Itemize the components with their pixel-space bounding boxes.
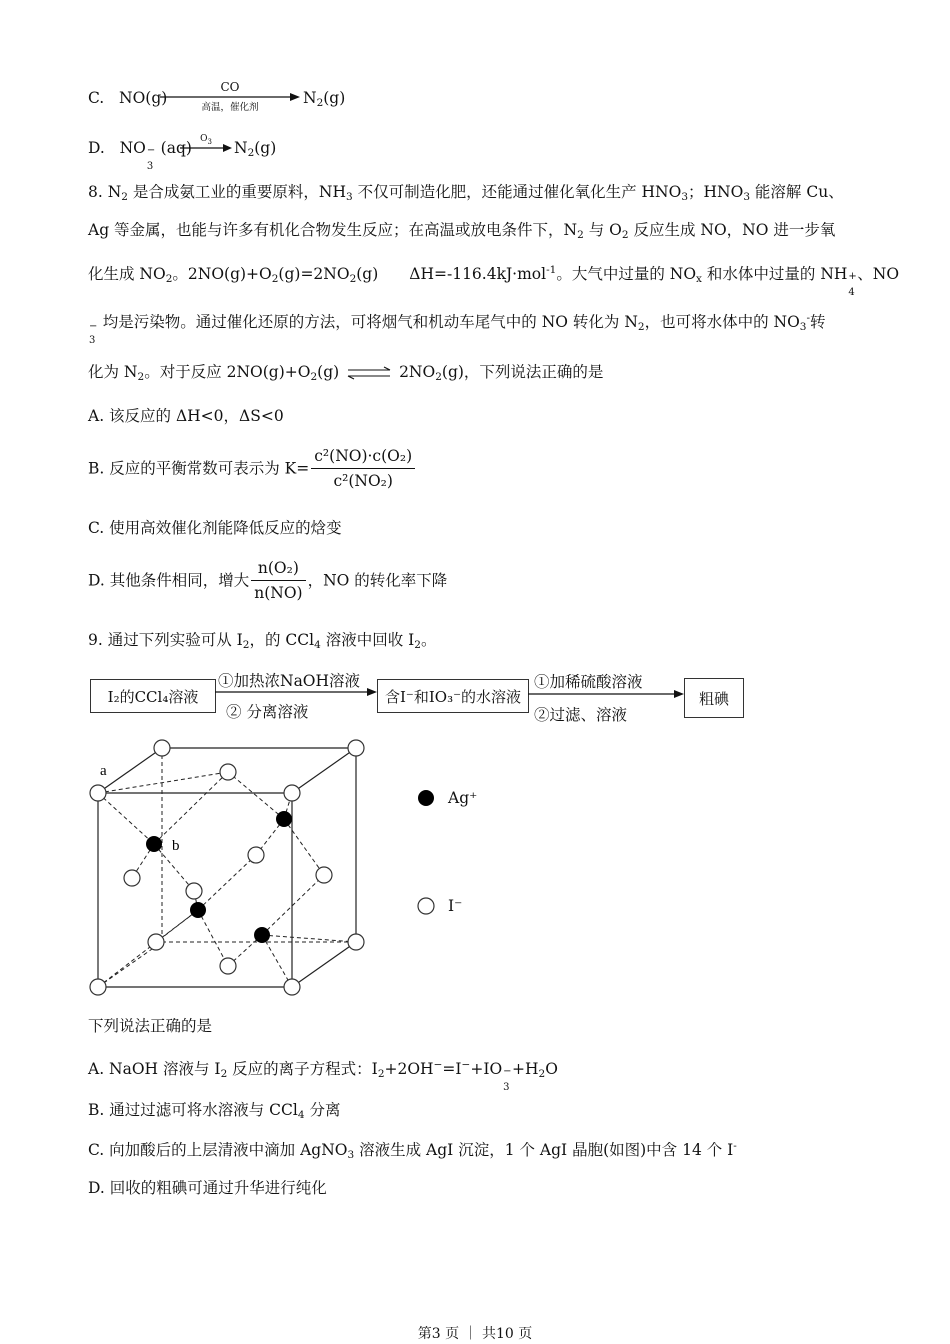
- q8-stem-line4: − 3 均是污染物。通过催化还原的方法，可将烟气和机动车尾气中的 NO 转化为 $N_2$，也可将水体中的 $NO_3^-$转: [89, 312, 826, 346]
- iodide-ion: [348, 934, 364, 950]
- label-a: a: [100, 763, 107, 779]
- arrow-condition-top: $O_3$: [200, 134, 212, 146]
- option-label: D.: [88, 139, 105, 157]
- q8-stem-line1: 8. $N_2$ 是合成氨工业的重要原料，$NH_3$ 不仅可制造化肥，还能通过催化氧化生产 $HNO_3$；$HNO_3$ 能溶解 Cu、: [88, 183, 844, 203]
- q8-option-d: D. 其他条件相同，增大 $\frac{\text{n(O₂)}}{n(NO)}$ ，NO 的转化率下降: [88, 559, 448, 602]
- q9-stem: 9. 通过下列实验可从 $I_2$，的 CCl$_4$ 溶液中回收 $I_2$。: [88, 631, 437, 651]
- silver-ion: [254, 927, 270, 943]
- arrow-condition-top: CO: [220, 80, 240, 94]
- legend-i-label: I⁻: [448, 897, 463, 915]
- iodide-ion: [316, 867, 332, 883]
- q7-d-arrow: [180, 134, 232, 158]
- legend-i-symbol-icon: [416, 896, 436, 916]
- q8-option-c: C. 使用高效催化剂能降低反应的焓变: [88, 519, 342, 537]
- iodide-ion: [124, 870, 140, 886]
- q8-stem-line3: 化生成 $NO_2$。$2NO(g)+O_2(g)=2NO_2(g)$ ΔH=-116.4kJ·mol$^{-1}$。大气中过量的 $NO_x$ 和水体中过量的 NH + 4 、NO: [88, 264, 900, 298]
- ratio-fraction: $\frac{\text{n(O₂)}}{n(NO)}$: [251, 558, 305, 603]
- label-b: b: [172, 838, 180, 854]
- flow-step2-top: ①加稀硫酸溶液: [534, 673, 643, 691]
- q7-option-c: [88, 88, 167, 108]
- flow-step1-top: ①加热浓NaOH溶液: [218, 672, 361, 690]
- flow-step2-bottom: ②过滤、溶液: [534, 706, 628, 724]
- iodide-ion: [220, 958, 236, 974]
- reactant: NO(g): [119, 89, 168, 107]
- flow-box-middle: 含I⁻和IO₃⁻的水溶液: [377, 679, 529, 713]
- iodide-ion: [348, 740, 364, 756]
- agi-unit-cell-diagram: [80, 735, 380, 1000]
- legend-ag-label: Ag⁺: [448, 789, 478, 807]
- iodide-ion: [186, 883, 202, 899]
- flow-step1-bottom: ② 分离溶液: [226, 703, 309, 721]
- flow-box-start: I₂的CCl₄溶液: [90, 679, 216, 713]
- flow-arrow-icon: [528, 688, 684, 700]
- silver-ion: [190, 902, 206, 918]
- q7-c-product: $N_2(g)$: [303, 89, 346, 109]
- iodide-ion: [220, 764, 236, 780]
- q7-d-product: $N_2(g)$: [234, 139, 277, 159]
- iodide-ion: [284, 979, 300, 995]
- iodide-ion: [90, 785, 106, 801]
- q9-prompt: 下列说法正确的是: [88, 1017, 213, 1035]
- arrow-condition-bottom: 高温，催化剂: [201, 102, 259, 113]
- iodide-ion: [248, 847, 264, 863]
- q9-option-b: B. 通过过滤可将水溶液与 CCl$_4$ 分离: [88, 1101, 341, 1121]
- iodide-ion: [284, 785, 300, 801]
- equilibrium-constant-fraction: $\frac{\text{c²(NO)·c(O₂)}}{\text{c²(NO₂)}}$: [311, 446, 415, 491]
- q9-option-d: D. 回收的粗碘可通过升华进行纯化: [88, 1179, 327, 1197]
- q7-c-arrow: [160, 80, 300, 114]
- q8-option-b: B. 反应的平衡常数可表示为 K= $\frac{\text{c²(NO)·c(O₂)}}{\text{c²(NO₂)}}$: [88, 446, 417, 491]
- q8-stem-line5: 化为 $N_2$。对于反应 $2NO(g)+O_2(g)$ $2NO_2(g)$，下列说法正确的是: [88, 363, 604, 383]
- flow-arrow-icon: [215, 686, 377, 698]
- legend-ag-symbol-icon: [416, 788, 436, 808]
- iodide-ion: [154, 740, 170, 756]
- iodide-ion: [148, 934, 164, 950]
- q8-stem-line2: Ag 等金属，也能与许多有机化合物发生反应；在高温或放电条件下，$N_2$ 与 $O_2$ 反应生成 NO，NO 进一步氧: [88, 221, 836, 241]
- silver-ion: [276, 811, 292, 827]
- flow-box-end: 粗碘: [684, 678, 744, 718]
- q9-option-a: A. NaOH 溶液与 $I_2$ 反应的离子方程式：$I_2+2OH^-=I^-+IO$ − 3 $+H_2O$: [88, 1059, 558, 1093]
- q8-option-a: A. 该反应的 ΔH<0，ΔS<0: [88, 407, 284, 425]
- q9-option-c: C. 向加酸后的上层清液中滴加 AgNO$_3$ 溶液生成 AgI 沉淀，1 个 AgI 晶胞(如图)中含 14 个 I-: [88, 1140, 737, 1161]
- q7-option-d: D. NO − 3 (aq): [88, 139, 192, 172]
- page-footer: 第3 页 ｜ 共10 页: [417, 1326, 533, 1342]
- equilibrium-arrow-icon: [346, 366, 392, 380]
- option-label: C.: [88, 89, 105, 107]
- silver-ion: [146, 836, 162, 852]
- iodide-ion: [90, 979, 106, 995]
